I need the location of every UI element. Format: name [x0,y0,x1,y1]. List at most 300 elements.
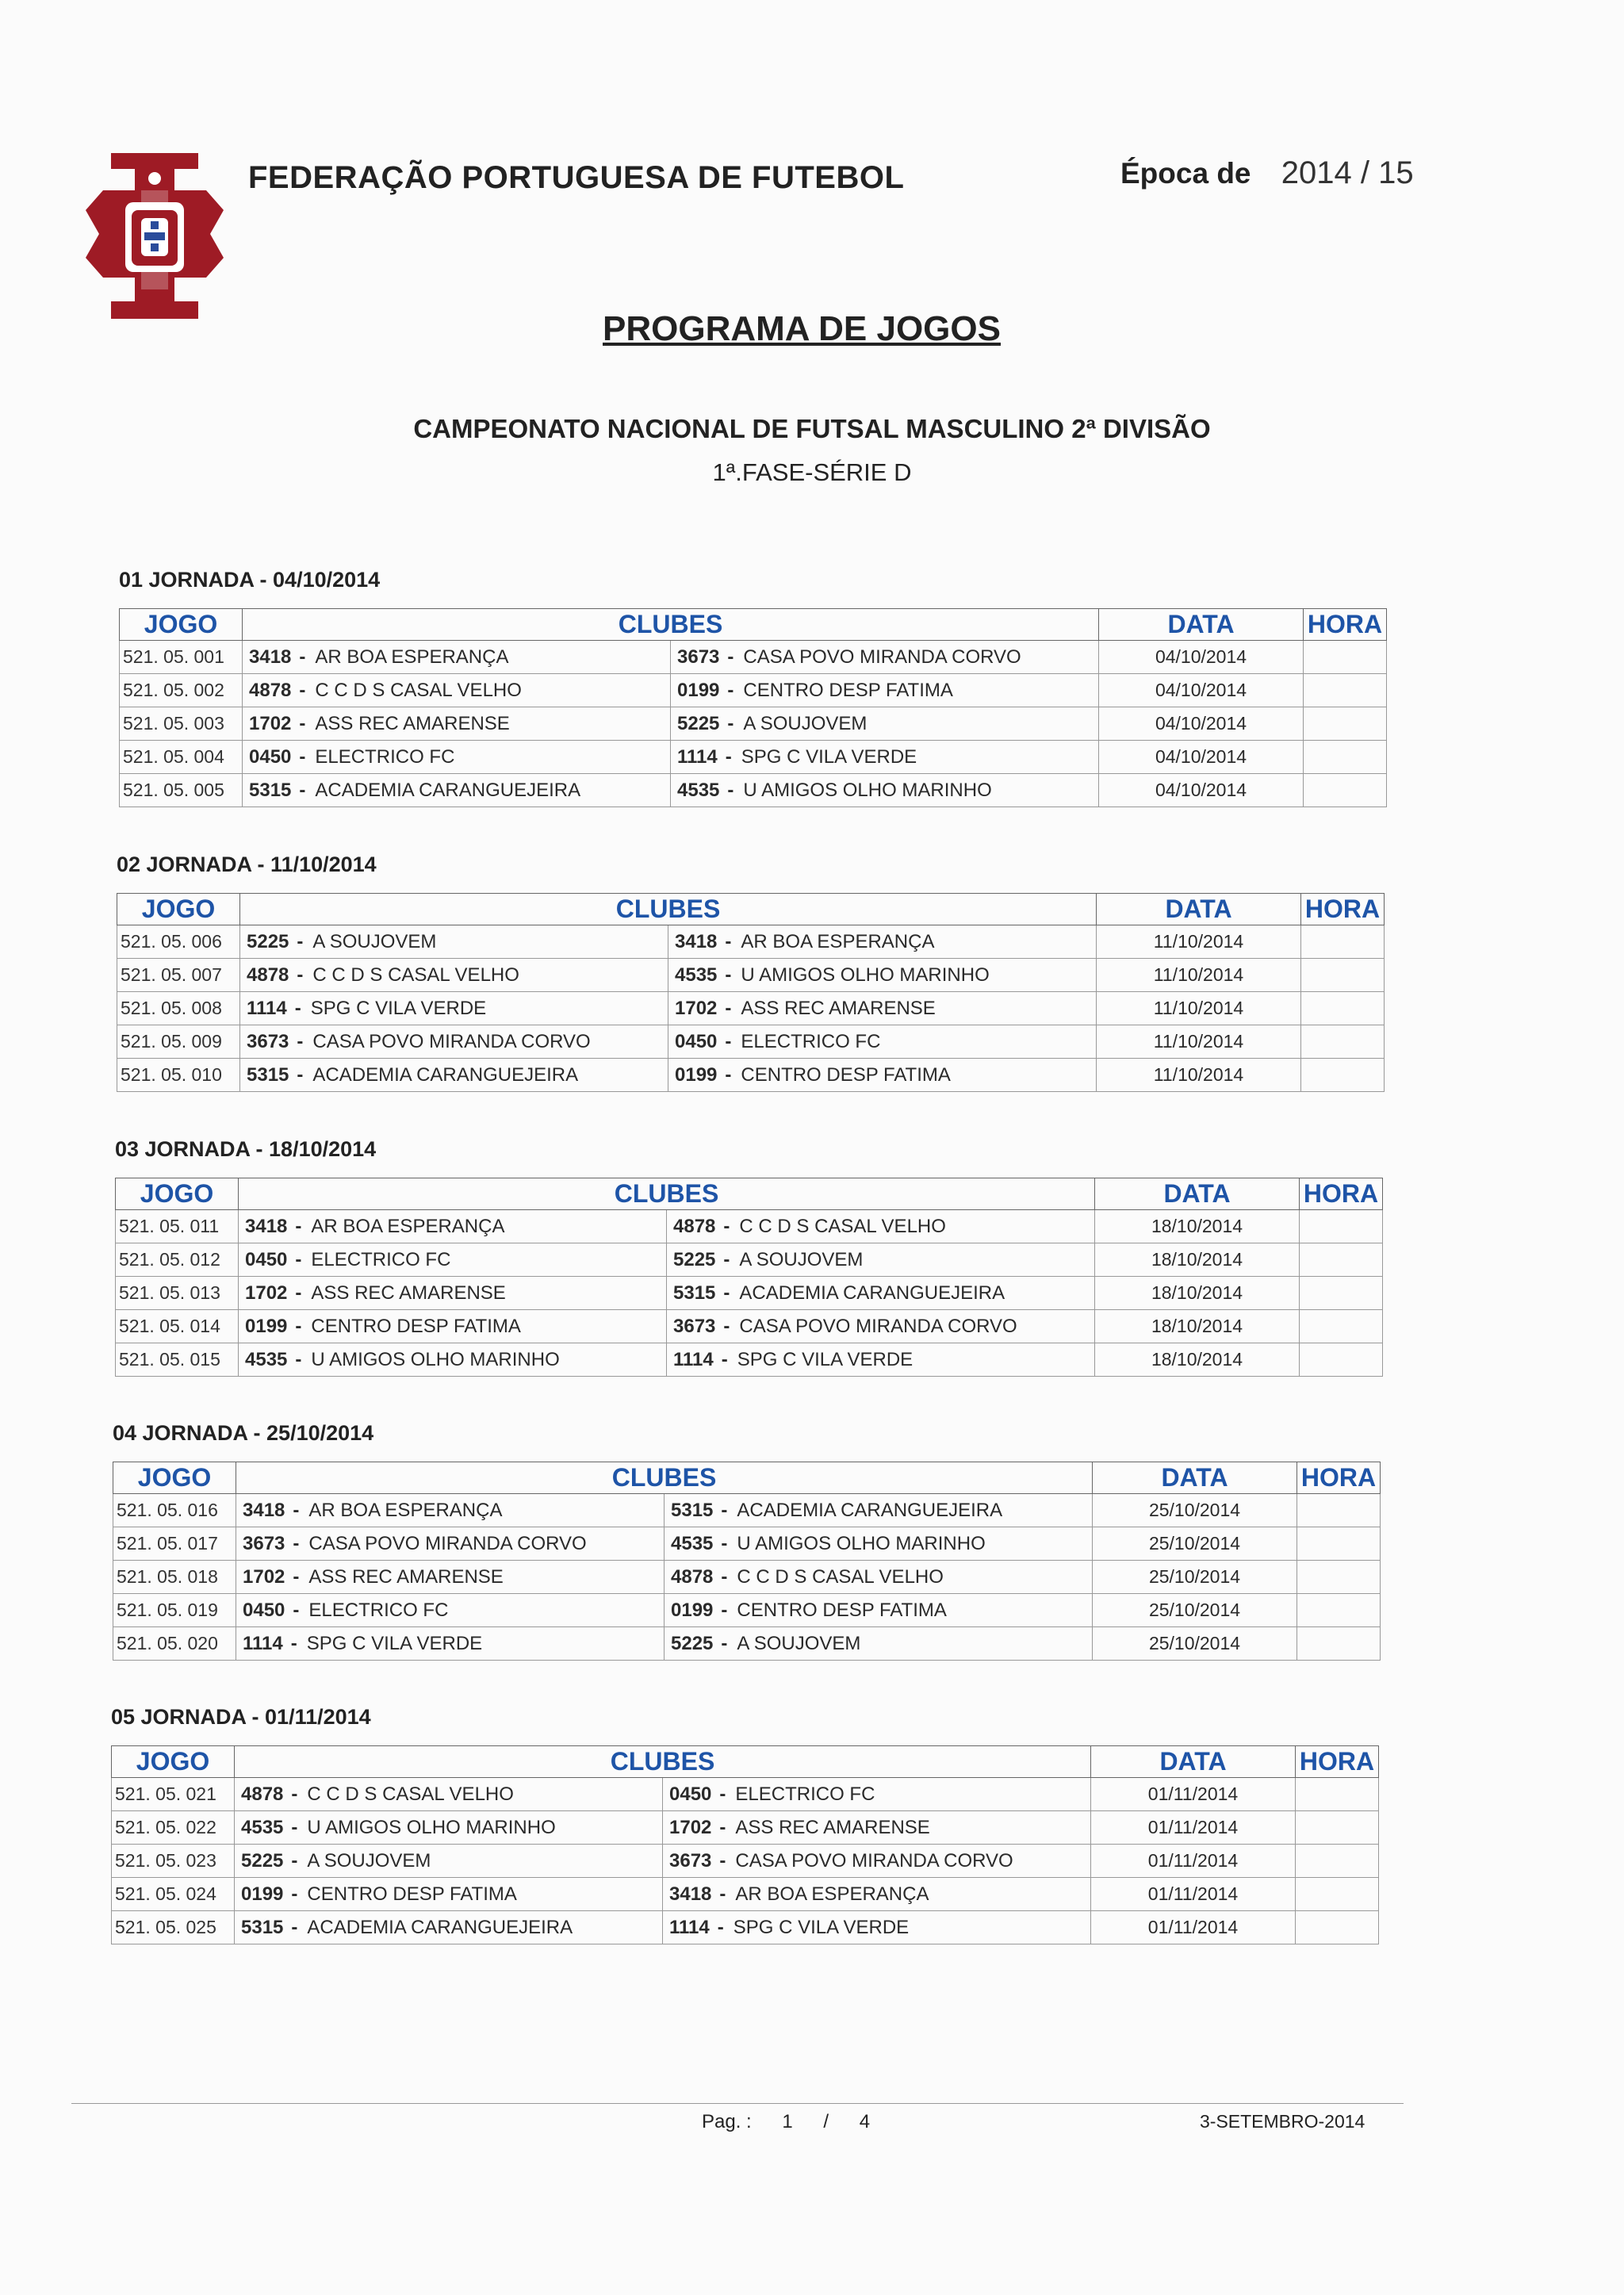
col-data: DATA [1099,609,1304,641]
col-jogo: JOGO [117,894,240,925]
club-dash: - [725,745,732,768]
home-club [235,1878,663,1911]
club-name: CENTRO DESP FATIMA [311,1315,521,1337]
club-code: 4535 [675,964,718,986]
game-hour [1300,1343,1383,1377]
club-code: 0199 [245,1315,288,1337]
club-name: U AMIGOS OLHO MARINHO [307,1816,556,1838]
table-row [116,1243,1383,1277]
col-clubes: CLUBES [236,1462,1093,1494]
club-code: 3418 [669,1883,712,1905]
club-dash: - [293,1599,300,1621]
club-name: AR BOA ESPERANÇA [315,646,509,668]
club-name: C C D S CASAL VELHO [739,1215,946,1237]
club-name: U AMIGOS OLHO MARINHO [741,964,990,986]
club-dash: - [719,1816,726,1838]
game-hour [1296,1811,1379,1845]
table-header-row [120,609,1387,641]
club-code: 1702 [243,1565,285,1588]
game-number: 521. 05. 017 [113,1527,236,1561]
game-number: 521. 05. 001 [120,641,243,674]
club-name: AR BOA ESPERANÇA [735,1883,929,1905]
club-code: 0199 [671,1599,714,1621]
game-number: 521. 05. 002 [120,674,243,707]
club-dash: - [299,712,306,734]
club-name: ACADEMIA CARANGUEJEIRA [312,1063,579,1086]
col-data: DATA [1093,1462,1297,1494]
club-name: ASS REC AMARENSE [315,712,510,734]
game-date: 04/10/2014 [1099,641,1304,674]
club-dash: - [727,679,734,701]
club-name: ASS REC AMARENSE [735,1816,930,1838]
fpf-crest-logo [79,147,230,325]
game-date: 18/10/2014 [1095,1210,1300,1243]
club-dash: - [721,1499,728,1521]
table-row [120,674,1387,707]
club-dash: - [727,779,734,801]
club-dash: - [297,930,304,952]
club-dash: - [717,1916,724,1938]
club-code: 1702 [245,1282,288,1304]
away-club [671,674,1099,707]
table-row [112,1845,1379,1878]
game-hour [1301,925,1385,959]
away-club [667,1277,1095,1310]
club-code: 5315 [247,1063,289,1086]
game-number: 521. 05. 010 [117,1059,240,1092]
game-date: 11/10/2014 [1097,1025,1301,1059]
club-dash: - [297,964,304,986]
organization-name: FEDERAÇÃO PORTUGUESA DE FUTEBOL [248,160,905,195]
game-hour [1300,1210,1383,1243]
club-name: U AMIGOS OLHO MARINHO [743,779,992,801]
club-code: 5225 [671,1632,714,1654]
table-row [112,1811,1379,1845]
footer-divider [71,2103,1404,2104]
club-dash: - [725,997,732,1019]
table-row [112,1778,1379,1811]
col-data: DATA [1097,894,1301,925]
club-dash: - [721,1599,728,1621]
col-jogo: JOGO [113,1462,236,1494]
club-name: A SOUJOVEM [737,1632,861,1654]
game-date: 01/11/2014 [1091,1878,1296,1911]
page-number [702,2111,870,2133]
club-dash: - [297,1030,304,1052]
game-hour [1296,1878,1379,1911]
club-code: 0199 [677,679,720,701]
home-club [240,1059,668,1092]
club-name: CASA POVO MIRANDA CORVO [312,1030,591,1052]
game-date: 18/10/2014 [1095,1343,1300,1377]
game-date: 11/10/2014 [1097,959,1301,992]
away-club [663,1878,1091,1911]
club-code: 5225 [677,712,720,734]
club-code: 4535 [245,1348,288,1370]
club-dash: - [291,1849,298,1872]
round-section [111,1705,1380,1944]
away-club [663,1845,1091,1878]
club-dash: - [723,1248,730,1270]
home-club [240,959,668,992]
club-code: 0450 [669,1783,712,1805]
club-dash: - [291,1916,298,1938]
club-dash: - [295,1282,302,1304]
game-hour [1297,1527,1381,1561]
away-club [671,774,1099,807]
club-name: ASS REC AMARENSE [311,1282,506,1304]
table-row [113,1527,1381,1561]
game-hour [1301,1059,1385,1092]
club-name: ACADEMIA CARANGUEJEIRA [739,1282,1005,1304]
col-data: DATA [1091,1746,1296,1778]
club-name: ELECTRICO FC [311,1248,451,1270]
home-club [236,1561,665,1594]
col-hora: HORA [1297,1462,1381,1494]
col-jogo: JOGO [120,609,243,641]
away-club [663,1911,1091,1944]
club-dash: - [725,930,732,952]
game-number: 521. 05. 013 [116,1277,239,1310]
home-club [243,774,671,807]
game-hour [1304,641,1387,674]
club-name: CENTRO DESP FATIMA [741,1063,951,1086]
game-hour [1297,1627,1381,1661]
col-jogo: JOGO [116,1178,239,1210]
away-club [668,992,1097,1025]
club-dash: - [297,1063,304,1086]
club-code: 1114 [669,1916,710,1938]
club-name: C C D S CASAL VELHO [315,679,522,701]
game-date: 25/10/2014 [1093,1594,1297,1627]
club-code: 4878 [247,964,289,986]
club-dash: - [725,964,732,986]
game-number: 521. 05. 012 [116,1243,239,1277]
col-hora: HORA [1300,1178,1383,1210]
game-hour [1297,1494,1381,1527]
club-dash: - [293,1565,300,1588]
table-row [113,1561,1381,1594]
club-name: ELECTRICO FC [308,1599,449,1621]
game-date: 18/10/2014 [1095,1310,1300,1343]
club-name: U AMIGOS OLHO MARINHO [311,1348,560,1370]
club-code: 3418 [675,930,718,952]
club-dash: - [293,1532,300,1554]
game-date: 04/10/2014 [1099,774,1304,807]
game-number: 521. 05. 016 [113,1494,236,1527]
club-dash: - [295,1215,302,1237]
club-code: 1702 [249,712,292,734]
club-code: 3673 [243,1532,285,1554]
club-code: 1114 [247,997,287,1019]
club-code: 1702 [675,997,718,1019]
away-club [665,1594,1093,1627]
game-hour [1304,774,1387,807]
club-name: SPG C VILA VERDE [310,997,487,1019]
club-name: ACADEMIA CARANGUEJEIRA [315,779,581,801]
season-label: Época de [1120,157,1251,190]
club-name: C C D S CASAL VELHO [737,1565,944,1588]
game-number: 521. 05. 004 [120,741,243,774]
game-hour [1301,992,1385,1025]
col-clubes: CLUBES [243,609,1099,641]
club-dash: - [295,1348,302,1370]
club-code: 4878 [673,1215,716,1237]
game-hour [1300,1310,1383,1343]
club-code: 4878 [241,1783,284,1805]
club-name: AR BOA ESPERANÇA [308,1499,503,1521]
round-title: 05 JORNADA - 01/11/2014 [111,1705,371,1729]
print-date: 3-SETEMBRO-2014 [1200,2111,1365,2132]
table-row [117,959,1385,992]
club-code: 5225 [673,1248,716,1270]
page-label: Pag. : [702,2111,752,2132]
club-name: CASA POVO MIRANDA CORVO [308,1532,587,1554]
club-name: CASA POVO MIRANDA CORVO [735,1849,1013,1872]
away-club [671,641,1099,674]
club-name: AR BOA ESPERANÇA [311,1215,505,1237]
col-jogo: JOGO [112,1746,235,1778]
club-dash: - [723,1315,730,1337]
game-hour [1304,741,1387,774]
club-code: 1114 [243,1632,283,1654]
club-name: ELECTRICO FC [735,1783,875,1805]
game-number: 521. 05. 005 [120,774,243,807]
club-name: SPG C VILA VERDE [306,1632,483,1654]
club-name: SPG C VILA VERDE [737,1348,914,1370]
round-title: 01 JORNADA - 04/10/2014 [119,568,381,592]
game-hour [1304,674,1387,707]
game-date: 25/10/2014 [1093,1527,1297,1561]
club-dash: - [719,1783,726,1805]
club-dash: - [721,1632,728,1654]
club-dash: - [719,1849,726,1872]
club-dash: - [291,1816,298,1838]
game-date: 11/10/2014 [1097,992,1301,1025]
away-club [663,1811,1091,1845]
away-club [668,1025,1097,1059]
club-code: 5315 [241,1916,284,1938]
game-hour [1297,1594,1381,1627]
club-name: U AMIGOS OLHO MARINHO [737,1532,986,1554]
game-number: 521. 05. 019 [113,1594,236,1627]
club-dash: - [725,1030,732,1052]
club-code: 1702 [669,1816,712,1838]
away-club [667,1310,1095,1343]
home-club [243,674,671,707]
club-code: 1114 [673,1348,714,1370]
club-name: A SOUJOVEM [307,1849,431,1872]
club-code: 3673 [673,1315,716,1337]
home-club [239,1310,667,1343]
competition-name: CAMPEONATO NACIONAL DE FUTSAL MASCULINO 2ª DIVISÃO [413,414,1211,443]
table-header-row [116,1178,1383,1210]
home-club [239,1343,667,1377]
club-code: 0450 [243,1599,285,1621]
home-club [236,1594,665,1627]
club-name: ELECTRICO FC [315,745,455,768]
club-name: CENTRO DESP FATIMA [743,679,953,701]
club-code: 4535 [677,779,720,801]
club-name: SPG C VILA VERDE [733,1916,910,1938]
club-code: 5315 [673,1282,716,1304]
club-code: 3418 [243,1499,285,1521]
col-clubes: CLUBES [240,894,1097,925]
game-date: 04/10/2014 [1099,741,1304,774]
page-separator: / [823,2111,829,2132]
home-club [240,925,668,959]
season [1120,155,1414,191]
game-number: 521. 05. 020 [113,1627,236,1661]
game-number: 521. 05. 003 [120,707,243,741]
club-dash: - [725,1063,732,1086]
round-table [113,1462,1381,1661]
away-club [671,707,1099,741]
home-club [239,1277,667,1310]
home-club [239,1210,667,1243]
round-section [119,568,1388,807]
page-current: 1 [782,2111,793,2132]
game-date: 11/10/2014 [1097,925,1301,959]
home-club [240,992,668,1025]
club-dash: - [293,1499,300,1521]
table-row [116,1210,1383,1243]
club-dash: - [719,1883,726,1905]
club-code: 1114 [677,745,718,768]
home-club [235,1811,663,1845]
home-club [243,641,671,674]
game-date: 01/11/2014 [1091,1811,1296,1845]
club-name: C C D S CASAL VELHO [312,964,519,986]
game-hour [1296,1911,1379,1944]
table-row [113,1494,1381,1527]
game-date: 18/10/2014 [1095,1243,1300,1277]
club-code: 3418 [249,646,292,668]
table-row [120,641,1387,674]
club-dash: - [291,1783,298,1805]
home-club [243,707,671,741]
game-date: 25/10/2014 [1093,1561,1297,1594]
away-club [671,741,1099,774]
table-header-row [113,1462,1381,1494]
game-number: 521. 05. 018 [113,1561,236,1594]
away-club [667,1243,1095,1277]
game-date: 01/11/2014 [1091,1845,1296,1878]
game-hour [1296,1845,1379,1878]
game-date: 04/10/2014 [1099,707,1304,741]
club-name: A SOUJOVEM [739,1248,864,1270]
game-number: 521. 05. 006 [117,925,240,959]
club-name: SPG C VILA VERDE [741,745,917,768]
club-dash: - [290,1632,297,1654]
club-name: A SOUJOVEM [743,712,868,734]
game-number: 521. 05. 014 [116,1310,239,1343]
club-dash: - [727,712,734,734]
col-data: DATA [1095,1178,1300,1210]
away-club [665,1494,1093,1527]
game-hour [1297,1561,1381,1594]
game-hour [1304,707,1387,741]
round-title: 04 JORNADA - 25/10/2014 [113,1421,374,1445]
table-row [117,925,1385,959]
round-table [115,1178,1383,1377]
table-row [116,1343,1383,1377]
round-table [111,1745,1379,1944]
game-number: 521. 05. 021 [112,1778,235,1811]
game-date: 18/10/2014 [1095,1277,1300,1310]
game-date: 01/11/2014 [1091,1778,1296,1811]
club-name: CENTRO DESP FATIMA [737,1599,947,1621]
away-club [665,1527,1093,1561]
round-title: 02 JORNADA - 11/10/2014 [117,852,377,876]
home-club [240,1025,668,1059]
table-row [112,1878,1379,1911]
club-code: 0450 [675,1030,718,1052]
table-row [117,1025,1385,1059]
away-club [667,1210,1095,1243]
col-clubes: CLUBES [235,1746,1091,1778]
club-code: 4535 [671,1532,714,1554]
home-club [235,1911,663,1944]
round-table [119,608,1387,807]
club-code: 3673 [247,1030,289,1052]
game-number: 521. 05. 022 [112,1811,235,1845]
club-name: A SOUJOVEM [312,930,437,952]
club-dash: - [295,1315,302,1337]
club-code: 5225 [247,930,289,952]
home-club [235,1845,663,1878]
round-section [113,1421,1381,1661]
game-hour [1300,1277,1383,1310]
club-name: AR BOA ESPERANÇA [741,930,935,952]
table-row [117,992,1385,1025]
game-number: 521. 05. 015 [116,1343,239,1377]
away-club [665,1561,1093,1594]
table-row [117,1059,1385,1092]
club-dash: - [299,646,306,668]
club-dash: - [723,1215,730,1237]
game-number: 521. 05. 007 [117,959,240,992]
club-name: CENTRO DESP FATIMA [307,1883,517,1905]
club-code: 5225 [241,1849,284,1872]
game-date: 04/10/2014 [1099,674,1304,707]
club-code: 0450 [245,1248,288,1270]
game-hour [1296,1778,1379,1811]
game-hour [1301,959,1385,992]
round-section [117,852,1385,1092]
page-total: 4 [859,2111,871,2132]
table-row [120,707,1387,741]
club-dash: - [721,1532,728,1554]
away-club [668,925,1097,959]
club-dash: - [299,745,306,768]
table-row [116,1310,1383,1343]
game-hour [1301,1025,1385,1059]
table-row [113,1627,1381,1661]
table-row [120,774,1387,807]
col-hora: HORA [1296,1746,1379,1778]
table-header-row [112,1746,1379,1778]
game-date: 11/10/2014 [1097,1059,1301,1092]
club-code: 0199 [675,1063,718,1086]
game-number: 521. 05. 009 [117,1025,240,1059]
col-hora: HORA [1301,894,1385,925]
club-code: 0450 [249,745,292,768]
game-number: 521. 05. 023 [112,1845,235,1878]
season-value: 2014 / 15 [1281,155,1414,190]
col-clubes: CLUBES [239,1178,1095,1210]
club-code: 3673 [677,646,720,668]
